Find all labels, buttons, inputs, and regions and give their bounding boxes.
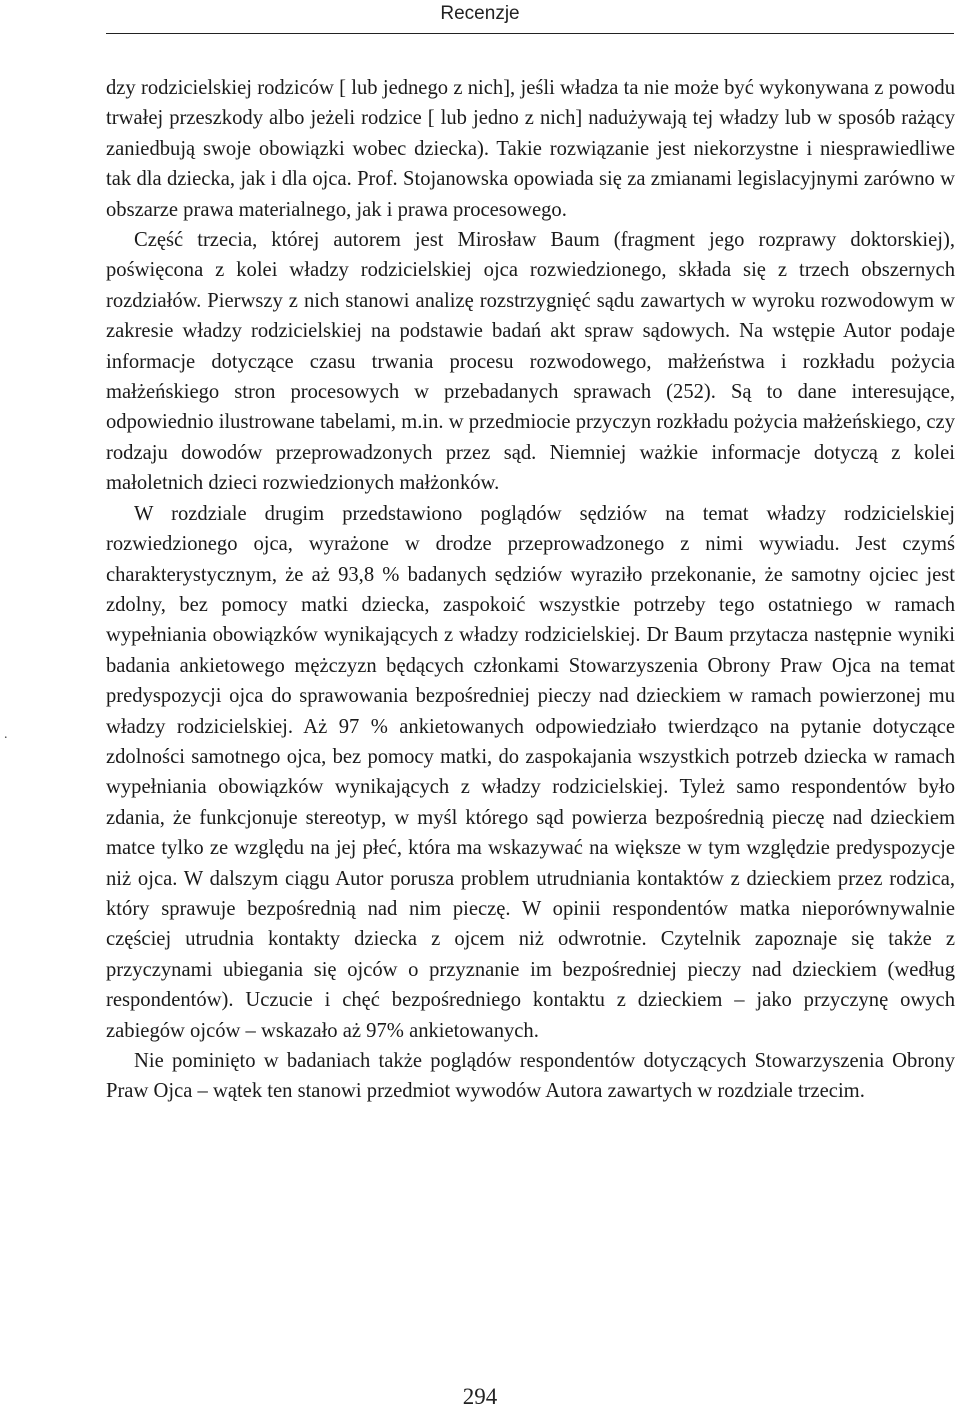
page-number: 294 (462, 1384, 498, 1409)
article-body (106, 73, 955, 1107)
paragraph-chapter-three: Nie pominięto w badaniach także poglądów respondentów dotyczących Stowarzyszenia Obrony Praw Ojca – wątek ten stanowi przedmiot wywodów Autora zawartych w rozdziale trzecim. (106, 1050, 955, 1103)
margin-mark: . (4, 727, 8, 742)
running-head: Recenzje (440, 3, 520, 24)
header-rule (106, 33, 954, 34)
paragraph-chapter-two: W rozdziale drugim przedstawiono poglądów sędziów na temat władzy rodzicielskiej rozwiedzionego ojca, wyrażone w drodze przeprowadzonego z nimi wywiadu. Jest czymś charakterystycznym, że aż 93,8 % badanych sędziów wyraziło przekonanie, że samotny ojciec jest zdolny, bez pomocy matki dziecka, zaspokoić wszystkie potrzeby tego ostatniego w ramach wypełniania obowiązków wynikających z władzy rodzicielskiej. Dr Baum przytacza następnie wyniki badania ankietowego mężczyzn będących członkami Stowarzyszenia Obrony Praw Ojca na temat predyspozycji ojca do sprawowania bezpośredniej pieczy nad dzieckiem w ramach powierzonej mu władzy rodzicielskiej. Aż 97 % ankietowanych odpowiedziało twierdząco na pytanie dotyczące zdolności samotnego ojca, bez pomocy matki, do zaspokajania wszystkich potrzeb dziecka w ramach wypełniania obowiązków wynikających z władzy rodzicielskiej. Tyleż samo respondentów było zdania, że funkcjonuje stereotyp, w myśl którego sąd powierza bezpośrednią pieczę nad dzieckiem matce tylko ze względu na jej płeć, która ma wskazywać na większe w tym względzie predyspozycje niż ojca. W dalszym ciągu Autor porusza problem utrudniania kontaktów z dzieckiem przez rodzica, który sprawuje bezpośrednią nad nim pieczę. W opinii respondentów matka nieporównywalnie częściej utrudnia kontakty dziecka z ojcem niż odwrotnie. Czytelnik zapoznaje się także z przyczynami ubiegania się ojców o przyznanie im bezpośredniej pieczy nad dzieckiem (według respondentów). Uczucie i chęć bezpośredniego kontaktu z dzieckiem – jako przyczynę owych zabiegów ojców – wskazało aż 97% ankietowanych. (106, 502, 955, 1042)
paragraph-part-three: Część trzecia, której autorem jest Mirosław Baum (fragment jego rozprawy doktorskiej), poświęcona z kolei władzy rodzicielskiej ojca rozwiedzionego, składa się z trzech obszernych rozdziałów. Pierwszy z nich stanowi analizę rozstrzygnięć sądu zawartych w wyroku rozwodowym w zakresie władzy rodzicielskiej na podstawie badań akt spraw sądowych. Na wstępie Autor podaje informacje dotyczące czasu trwania procesu rozwodowego, małżeństwa i rozkładu pożycia małżeńskiego stron procesowych w przebadanych sprawach (252). Są to dane interesujące, odpowiednio ilustrowane tabelami, m.in. w przedmiocie przyczyn rozkładu pożycia małżeńskiego, czy rodzaju dowodów przeprowadzonych przez sąd. Niemniej ważkie informacje dotyczą z kolei małoletnich dzieci rozwiedzionych małżonków. (106, 229, 955, 495)
paragraph-continuation: dzy rodzicielskiej rodziców [ lub jednego z nich], jeśli władza ta nie może być wykonywana z powodu trwałej przeszkody albo jeżeli rodzice [ lub jedno z nich] nadużywają tej władzy lub w sposób rażący zaniedbują swoje obowiązki wobec dziecka). Takie rozwiązanie jest niekorzystne i niesprawiedliwe tak dla dziecka, jak i dla ojca. Prof. Stojanowska opowiada się za zmianami legislacyjnymi zarówno w obszarze prawa materialnego, jak i prawa procesowego. (106, 77, 955, 221)
